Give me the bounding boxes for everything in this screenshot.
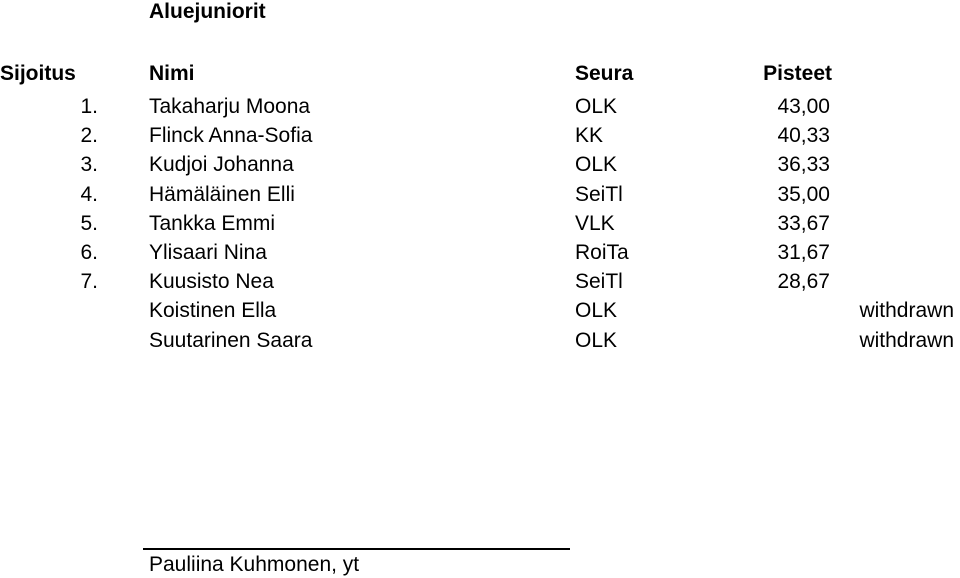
signature-line [143, 548, 570, 550]
table-row [0, 180, 960, 209]
name-cell: Flinck Anna-Sofia [149, 124, 313, 147]
name-cell: Kudjoi Johanna [149, 153, 294, 176]
signature-text: Pauliina Kuhmonen, yt [149, 553, 360, 576]
name-cell: Hämäläinen Elli [149, 183, 295, 206]
club-cell: SeiTl [575, 183, 623, 206]
score-cell: 36,33 [777, 153, 830, 176]
score-cell: 31,67 [777, 241, 830, 264]
rank-cell: 1. [80, 95, 98, 118]
club-cell: OLK [575, 95, 618, 118]
rank-cell: 2. [80, 124, 98, 147]
note-cell: withdrawn [859, 299, 954, 322]
name-cell: Takaharju Moona [149, 95, 311, 118]
table-row [0, 238, 960, 267]
rank-cell: 7. [80, 270, 98, 293]
name-cell: Suutarinen Saara [149, 329, 313, 352]
name-cell: Tankka Emmi [149, 212, 276, 235]
name-cell: Kuusisto Nea [149, 270, 274, 293]
rank-cell: 4. [80, 183, 98, 206]
club-cell: OLK [575, 299, 618, 322]
score-cell: 33,67 [777, 212, 830, 235]
table-row [0, 121, 960, 150]
rank-cell: 6. [80, 241, 98, 264]
club-cell: RoiTa [575, 241, 629, 264]
table-row [0, 267, 960, 296]
club-cell: SeiTl [575, 270, 623, 293]
table-row [0, 92, 960, 121]
score-cell: 40,33 [777, 124, 830, 147]
rank-cell: 3. [80, 153, 98, 176]
score-cell: 28,67 [777, 270, 830, 293]
table-row [0, 296, 960, 325]
name-cell: Koistinen Ella [149, 299, 277, 322]
header-club: Seura [575, 62, 634, 85]
score-cell: 43,00 [777, 95, 830, 118]
table-row [0, 209, 960, 238]
header-rank: Sijoitus [0, 62, 76, 85]
table-row [0, 326, 960, 355]
club-cell: KK [575, 124, 604, 147]
club-cell: OLK [575, 153, 618, 176]
header-score: Pisteet [763, 62, 832, 85]
score-cell: 35,00 [777, 183, 830, 206]
club-cell: VLK [575, 212, 615, 235]
table-row [0, 150, 960, 179]
rank-cell: 5. [80, 212, 98, 235]
name-cell: Ylisaari Nina [149, 241, 267, 264]
header-name: Nimi [149, 62, 195, 85]
club-cell: OLK [575, 329, 618, 352]
note-cell: withdrawn [859, 329, 954, 352]
results-title: Aluejuniorit [149, 0, 266, 23]
